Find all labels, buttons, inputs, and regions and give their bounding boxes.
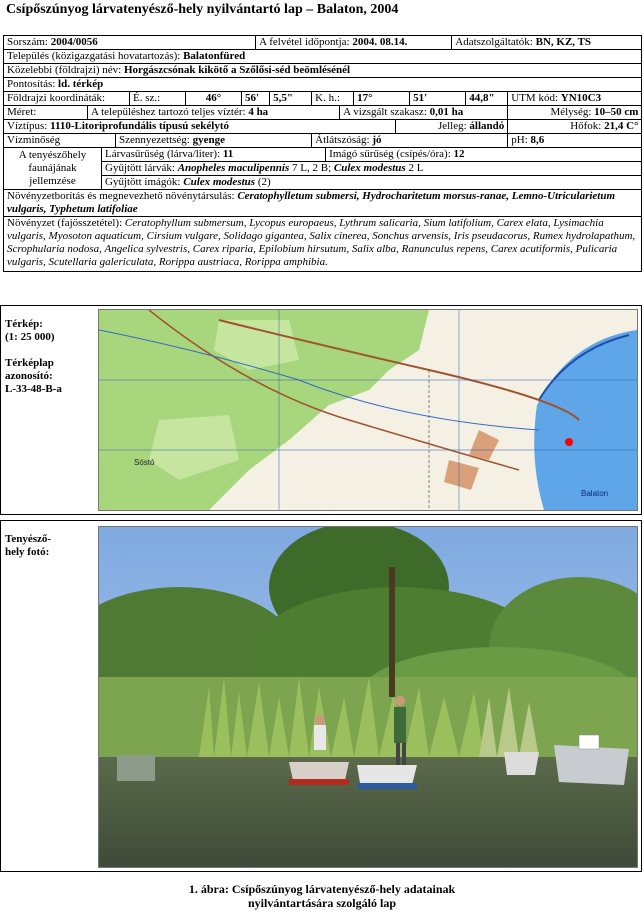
esz-min: 56' bbox=[242, 92, 270, 106]
larva-suru-cell: Lárvasűrűség (lárva/liter): 11 bbox=[102, 148, 326, 162]
hofok-cell: Hőfok: 21,4 C° bbox=[508, 120, 642, 134]
page-title: Csípőszúnyog lárvatenyésző-hely nyilvántartó lap – Balaton, 2004 bbox=[6, 2, 399, 17]
kh-sec: 44,8" bbox=[466, 92, 508, 106]
esz-deg: 46° bbox=[186, 92, 242, 106]
map-text-sosto: Sóstó bbox=[134, 458, 155, 467]
melyseg-cell: Mélység: 10–50 cm bbox=[508, 106, 642, 120]
record-form bbox=[3, 35, 642, 272]
vizminoseg-label: Vízminőség bbox=[4, 134, 116, 148]
meret-label: Méret: bbox=[4, 106, 88, 120]
caption-line-2: nyilvántartására szolgáló lap bbox=[247, 896, 396, 910]
kozelebbi-cell: Közelebbi (földrajzi) név: Horgászcsónak kikötő a Szőlősi-séd beömlésénél bbox=[4, 64, 642, 78]
kh-deg: 17° bbox=[354, 92, 410, 106]
topographic-map bbox=[98, 309, 638, 511]
caption-line-1: 1. ábra: Csípőszúnyog lárvatenyésző-hely adatainak bbox=[188, 882, 456, 896]
novenyzet-cell: Növényzet (fajösszetétel): Ceratophyllum submersum, Lycopus europaeus, Lythrum salicaria, Sium latifolium, Carex elata, Lysimachia vulgaris, Myosoton aquaticum, Cirsium vulgare, Solidago gigantea, Salix cinerea, Sonchus arvensis, Iris pseudacorus, Rumex hydrolapathum, Scrophularia nodosa, Angelica sylvestris, Carex riparia, Epilobium hirsutum, Salix alba, Ranunculus repens, Carex acutiformis, Pulicaria vulgaris, Scutellaria galericulata, Rorippa austriaca, Rorippa amphibia. bbox=[4, 217, 642, 272]
fauna-label: A tenyészőhely faunájának jellemzése bbox=[4, 148, 102, 190]
kh-label: K. h.: bbox=[312, 92, 354, 106]
ph-cell: pH: 8,6 bbox=[508, 134, 642, 148]
atlatszo-cell: Átlátszóság: jó bbox=[312, 134, 508, 148]
koord-label: Földrajzi koordináták: bbox=[4, 92, 130, 106]
pontositas-cell: Pontosítás: ld. térkép bbox=[4, 78, 642, 92]
esz-sec: 5,5" bbox=[270, 92, 312, 106]
map-text-balaton: Balaton bbox=[581, 489, 609, 498]
map-label: Térkép: (1: 25 000) Térképlap azonosító: L-33-48-B-a bbox=[5, 318, 62, 395]
szenny-cell: Szennyezettség: gyenge bbox=[116, 134, 312, 148]
imago-suru-cell: Imágó sűrűség (csípés/óra): 12 bbox=[326, 148, 642, 162]
map-section bbox=[0, 305, 642, 515]
novenyzet-borit-cell: Növényzetborítás és megnevezhető növénytársulás: Ceratophylletum submersi, Hydrocharitetum morsus-ranae, Lemno-Utricularietum vulgaris, Typhetum latifoliae bbox=[4, 190, 642, 217]
esz-label: É. sz.: bbox=[130, 92, 186, 106]
gyujt-larva-cell: Gyűjtött lárvák: Anopheles maculipennis 7 L, 2 B; Culex modestus 2 L bbox=[102, 162, 642, 176]
viztipus-cell: Víztípus: 1110-Litoriprofundális típusú sekélytó bbox=[4, 120, 396, 134]
kh-min: 51' bbox=[410, 92, 466, 106]
site-photo bbox=[98, 526, 638, 868]
photo-section bbox=[0, 520, 642, 872]
jelleg-cell: Jelleg: állandó bbox=[396, 120, 508, 134]
vizsgalt-cell: A vizsgált szakasz: 0,01 ha bbox=[340, 106, 508, 120]
viztert-cell: A településhez tartozó teljes víztér: 4 ha bbox=[88, 106, 340, 120]
adatszolg-cell: Adatszolgáltatók: BN, KZ, TS bbox=[452, 36, 642, 50]
photo-label: Tenyésző- hely fotó: bbox=[5, 533, 52, 558]
telepules-cell: Település (közigazgatási hovatartozás): Balatonfüred bbox=[4, 50, 642, 64]
gyujt-imago-cell: Gyűjtött imágók: Culex modestus (2) bbox=[102, 176, 642, 190]
figure-caption bbox=[0, 882, 644, 910]
sorszam-cell: Sorszám: 2004/0056 bbox=[4, 36, 256, 50]
felvetel-cell: A felvétel időpontja: 2004. 08.14. bbox=[256, 36, 452, 50]
utm-cell: UTM kód: YN10C3 bbox=[508, 92, 642, 106]
